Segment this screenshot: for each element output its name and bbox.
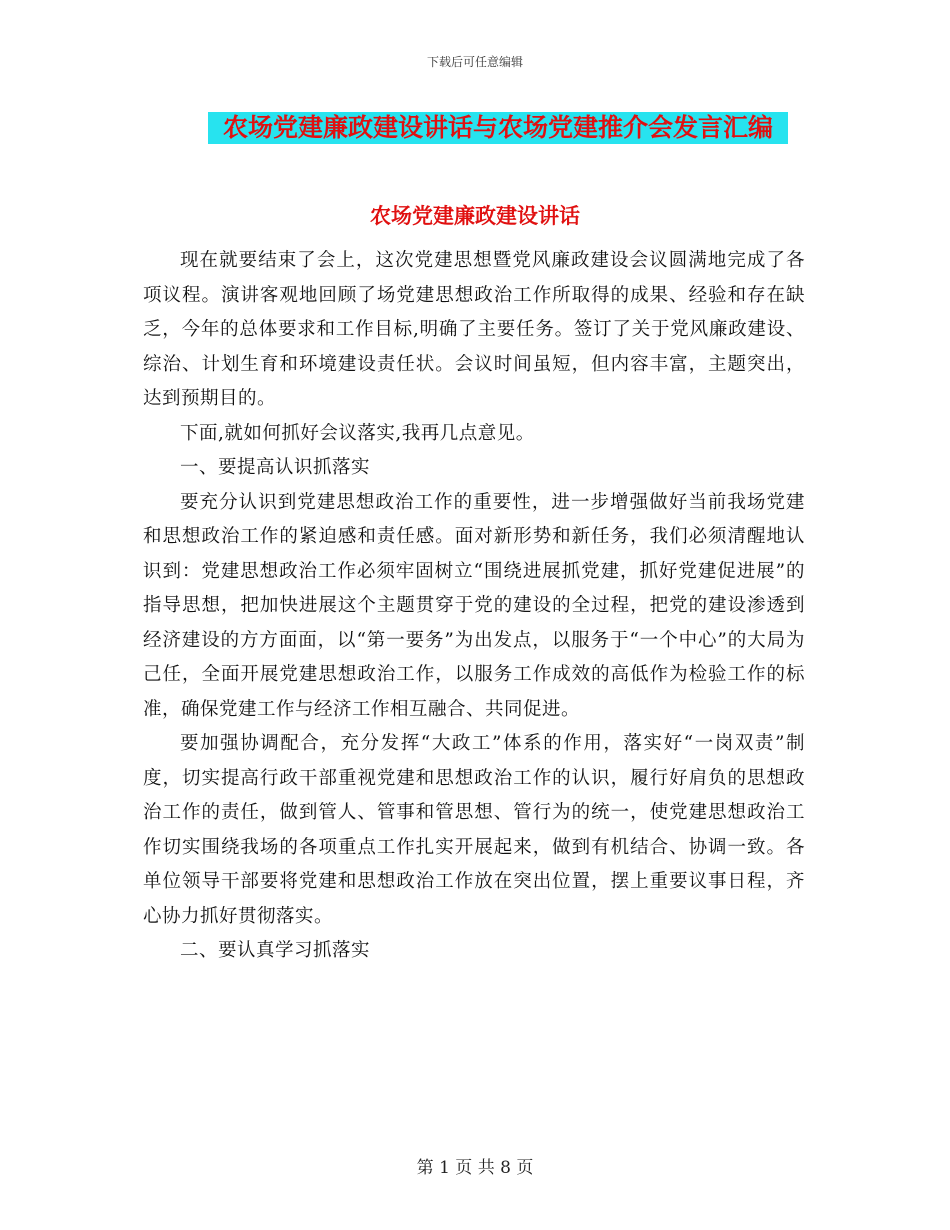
body-paragraph: 要加强协调配合，充分发挥“大政工”体系的作用，落实好“一岗双责”制度，切实提高行政干部重视党建和思想政治工作的认识，履行好肩负的思想政治工作的责任，做到管人、管事和管思想、管行为的统一，使党建思想政治工作切实围绕我场的各项重点工作扎实开展起来，做到有机结合、协调一致。各单位领导干部要将党建和思想政治工作放在突出位置，摆上重要议事日程，齐心协力抓好贯彻落实。 <box>143 733 805 927</box>
section-title: 农场党建廉政建设讲话 <box>370 203 580 228</box>
page-footer: 第 1 页 共 8 页 <box>416 1158 534 1178</box>
section-heading: 二、要认真学习抓落实 <box>180 940 371 961</box>
document-title-highlight <box>208 112 788 144</box>
section-heading: 一、要提高认识抓落实 <box>180 457 371 478</box>
page-header-note: 下载后可任意编辑 <box>426 55 523 69</box>
body-paragraph: 要充分认识到党建思想政治工作的重要性，进一步增强做好当前我场党建和思想政治工作的紧迫感和责任感。面对新形势和新任务，我们必须清醒地认识到：党建思想政治工作必须牢固树立“围绕进展抓党建，抓好党建促进展”的指导思想，把加快进展这个主题贯穿于党的建设的全过程，把党的建设渗透到经济建设的方方面面，以“第一要务”为出发点，以服务于“一个中心”的大局为己任，全面开展党建思想政治工作，以服务工作成效的高低作为检验工作的标准，确保党建工作与经济工作相互融合、共同促进。 <box>143 491 805 720</box>
document-body <box>143 244 805 969</box>
document-title: 农场党建廉政建设讲话与农场党建推介会发言汇编 <box>222 113 773 142</box>
body-paragraph: 现在就要结束了会上，这次党建思想暨党风廉政建设会议圆满地完成了各项议程。演讲客观地回顾了场党建思想政治工作所取得的成果、经验和存在缺乏，今年的总体要求和工作目标,明确了主要任务。签订了关于党风廉政建设、综治、计划生育和环境建设责任状。会议时间虽短，但内容丰富，主题突出，达到预期目的。 <box>143 250 805 409</box>
body-paragraph: 下面,就如何抓好会议落实,我再几点意见。 <box>180 422 535 444</box>
